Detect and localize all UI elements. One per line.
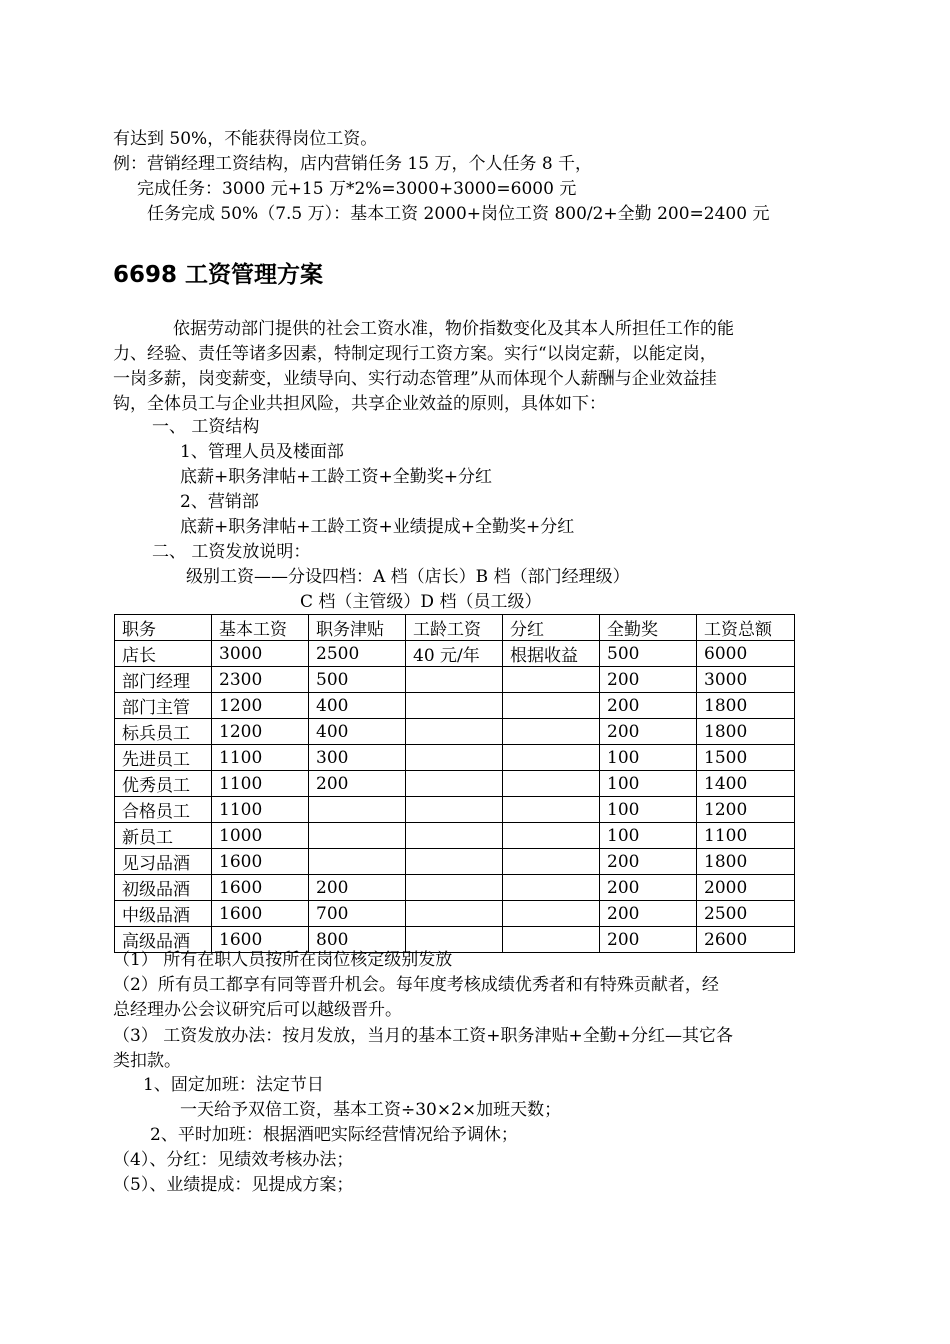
table-cell: 200 — [600, 849, 697, 875]
grade-line-2: C 档（主管级）D 档（员工级） — [300, 592, 542, 612]
table-cell — [406, 693, 503, 719]
table-cell: 200 — [600, 719, 697, 745]
table-cell — [503, 797, 600, 823]
table-cell: 1800 — [697, 719, 795, 745]
intro-line-3: 完成任务：3000 元+15 万*2%=3000+3000=6000 元 — [137, 179, 577, 199]
table-cell: 1200 — [697, 797, 795, 823]
header-seniority-pay: 工龄工资 — [406, 615, 503, 641]
section-1-heading: 一、 工资结构 — [152, 417, 260, 437]
table-cell: 200 — [309, 771, 406, 797]
table-cell: 1600 — [212, 849, 309, 875]
table-cell — [503, 693, 600, 719]
table-cell: 2300 — [212, 667, 309, 693]
table-cell — [406, 823, 503, 849]
table-cell: 1100 — [212, 745, 309, 771]
table-cell: 3000 — [212, 641, 309, 667]
note-2-line-2: 总经理办公会议研究后可以越级晋升。 — [113, 1000, 402, 1020]
note-4: （4）、分红：见绩效考核办法； — [113, 1150, 354, 1170]
table-cell — [503, 875, 600, 901]
table-row — [115, 901, 795, 927]
table-cell: 2000 — [697, 875, 795, 901]
table-cell: 500 — [309, 667, 406, 693]
table-cell: 2500 — [309, 641, 406, 667]
table-cell — [503, 745, 600, 771]
table-cell: 部门经理 — [115, 667, 212, 693]
note-5: （5）、业绩提成：见提成方案； — [113, 1175, 354, 1195]
table-cell — [309, 849, 406, 875]
overtime-item-1-detail: 一天给予双倍工资，基本工资÷30×2×加班天数； — [180, 1100, 562, 1120]
table-cell: 6000 — [697, 641, 795, 667]
paragraph-line-3: 一岗多薪，岗变薪变，业绩导向、实行动态管理”从而体现个人薪酬与企业效益挂 — [113, 369, 717, 389]
table-cell: 200 — [600, 667, 697, 693]
table-cell — [503, 667, 600, 693]
table-cell — [406, 849, 503, 875]
salary-table — [114, 614, 795, 953]
table-cell: 200 — [600, 901, 697, 927]
grade-line-1: 级别工资——分设四档：A 档（店长）B 档（部门经理级） — [186, 567, 630, 587]
table-cell: 1100 — [212, 797, 309, 823]
note-1: （1） 所有在职人员按所在岗位核定级别发放 — [113, 950, 453, 970]
table-cell — [406, 745, 503, 771]
table-cell: 100 — [600, 823, 697, 849]
section-1-sub-2: 2、营销部 — [180, 492, 259, 512]
table-cell: 高级品酒 — [115, 927, 212, 953]
table-cell — [309, 823, 406, 849]
section-2-heading: 二、 工资发放说明： — [152, 542, 311, 562]
table-cell — [406, 875, 503, 901]
table-cell: 先进员工 — [115, 745, 212, 771]
note-3-line-2: 类扣款。 — [113, 1051, 181, 1071]
paragraph-line-4: 钩，全体员工与企业共担风险，共享企业效益的原则，具体如下： — [113, 394, 606, 414]
table-row — [115, 719, 795, 745]
table-cell: 初级品酒 — [115, 875, 212, 901]
intro-line-2: 例：营销经理工资结构，店内营销任务 15 万，个人任务 8 千， — [113, 154, 593, 174]
header-dividend: 分红 — [503, 615, 600, 641]
table-cell: 200 — [600, 693, 697, 719]
table-cell: 见习品酒 — [115, 849, 212, 875]
table-cell: 标兵员工 — [115, 719, 212, 745]
table-header-row — [115, 615, 795, 641]
section-1-sub-2-formula: 底薪+职务津帖+工龄工资+业绩提成+全勤奖+分红 — [180, 517, 575, 537]
header-position: 职务 — [115, 615, 212, 641]
table-row — [115, 667, 795, 693]
paragraph-line-1: 依据劳动部门提供的社会工资水准，物价指数变化及其本人所担任工作的能 — [173, 319, 734, 339]
header-attendance-bonus: 全勤奖 — [600, 615, 697, 641]
table-cell: 400 — [309, 719, 406, 745]
table-row — [115, 849, 795, 875]
table-cell: 店长 — [115, 641, 212, 667]
table-cell: 200 — [309, 875, 406, 901]
table-cell: 1800 — [697, 693, 795, 719]
table-cell: 1600 — [212, 875, 309, 901]
section-1-sub-1: 1、管理人员及楼面部 — [180, 442, 344, 462]
table-cell: 200 — [600, 875, 697, 901]
table-cell: 优秀员工 — [115, 771, 212, 797]
table-cell: 1600 — [212, 901, 309, 927]
page-title: 6698 工资管理方案 — [113, 262, 324, 288]
table-cell — [406, 901, 503, 927]
table-cell: 800 — [309, 927, 406, 953]
table-cell — [503, 719, 600, 745]
table-cell: 2500 — [697, 901, 795, 927]
note-2-line-1: （2）所有员工都享有同等晋升机会。每年度考核成绩优秀者和有特殊贡献者，经 — [113, 975, 719, 995]
table-cell: 1600 — [212, 927, 309, 953]
table-cell: 部门主管 — [115, 693, 212, 719]
table-cell — [406, 797, 503, 823]
section-1-sub-1-formula: 底薪+职务津帖+工龄工资+全勤奖+分红 — [180, 467, 492, 487]
table-cell: 1200 — [212, 719, 309, 745]
table-cell: 合格员工 — [115, 797, 212, 823]
table-cell: 2600 — [697, 927, 795, 953]
table-cell: 300 — [309, 745, 406, 771]
table-cell — [503, 849, 600, 875]
table-cell: 1400 — [697, 771, 795, 797]
table-cell: 700 — [309, 901, 406, 927]
table-cell: 100 — [600, 771, 697, 797]
table-cell: 新员工 — [115, 823, 212, 849]
table-cell — [406, 667, 503, 693]
paragraph-line-2: 力、经验、责任等诸多因素，特制定现行工资方案。实行“以岗定薪，以能定岗， — [113, 344, 717, 364]
table-cell: 100 — [600, 745, 697, 771]
table-cell: 1000 — [212, 823, 309, 849]
table-cell: 根据收益 — [503, 641, 600, 667]
table-cell: 1200 — [212, 693, 309, 719]
table-cell — [406, 771, 503, 797]
intro-line-1: 有达到 50%，不能获得岗位工资。 — [113, 129, 378, 149]
table-row — [115, 693, 795, 719]
table-cell — [503, 901, 600, 927]
table-cell: 1100 — [697, 823, 795, 849]
table-cell: 1500 — [697, 745, 795, 771]
table-row — [115, 745, 795, 771]
table-cell — [309, 797, 406, 823]
table-cell — [503, 927, 600, 953]
table-cell — [503, 771, 600, 797]
table-cell: 中级品酒 — [115, 901, 212, 927]
table-row — [115, 771, 795, 797]
header-total-salary: 工资总额 — [697, 615, 795, 641]
table-row — [115, 797, 795, 823]
table-cell — [406, 719, 503, 745]
table-cell: 1800 — [697, 849, 795, 875]
table-cell — [503, 823, 600, 849]
overtime-item-2: 2、平时加班：根据酒吧实际经营情况给予调休； — [150, 1125, 518, 1145]
table-cell: 500 — [600, 641, 697, 667]
overtime-item-1: 1、固定加班：法定节日 — [143, 1075, 324, 1095]
table-cell: 100 — [600, 797, 697, 823]
table-row — [115, 875, 795, 901]
header-base-salary: 基本工资 — [212, 615, 309, 641]
table-cell: 400 — [309, 693, 406, 719]
table-row — [115, 823, 795, 849]
header-position-allowance: 职务津贴 — [309, 615, 406, 641]
note-3-line-1: （3） 工资发放办法：按月发放，当月的基本工资+职务津贴+全勤+分红—其它各 — [113, 1026, 733, 1046]
table-row — [115, 641, 795, 667]
table-cell: 3000 — [697, 667, 795, 693]
table-cell: 1100 — [212, 771, 309, 797]
table-cell: 200 — [600, 927, 697, 953]
table-cell: 40 元/年 — [406, 641, 503, 667]
intro-line-4: 任务完成 50%（7.5 万）：基本工资 2000+岗位工资 800/2+全勤 200=2400 元 — [147, 204, 770, 224]
